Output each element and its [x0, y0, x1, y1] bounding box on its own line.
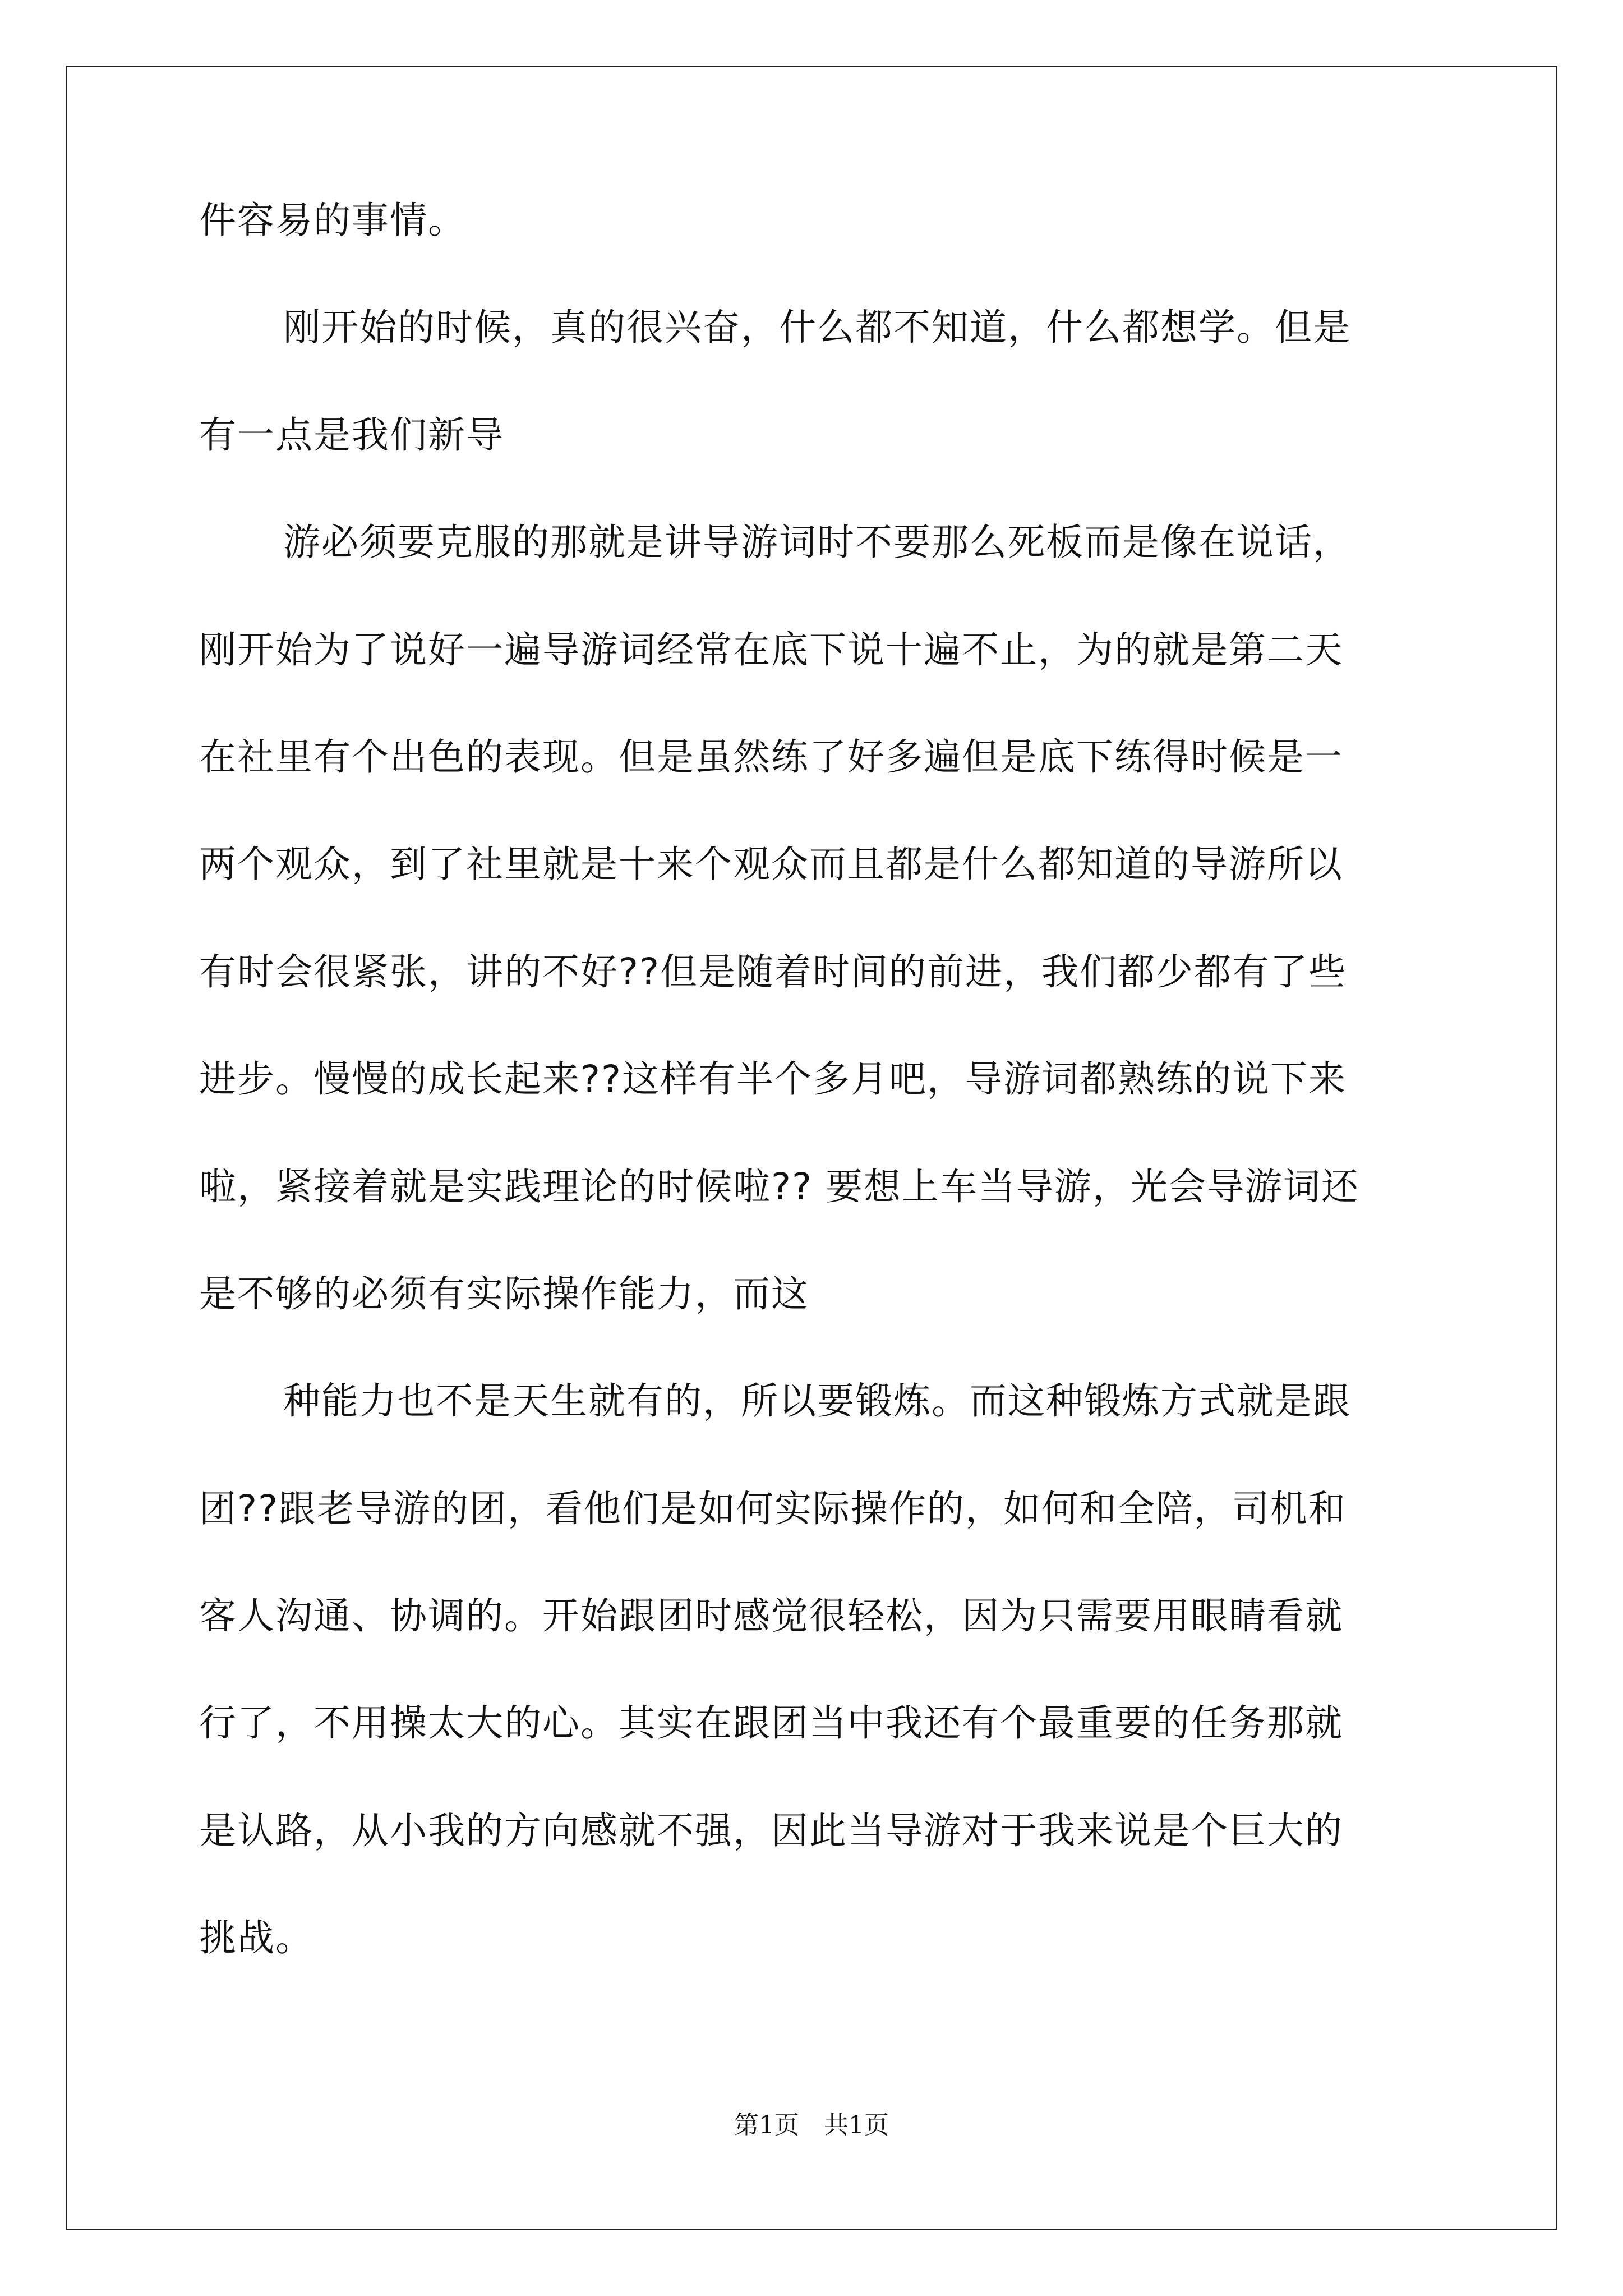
text-line: 刚开始的时候，真的很兴奋，什么都不知道，什么都想学。但是	[283, 306, 1351, 349]
text-line: 刚开始为了说好一遍导游词经常在底下说十遍不止，为的就是第二天	[199, 628, 1343, 671]
text-line: 有时会很紧张，讲的不好??但是随着时间的前进，我们都少都有了些	[199, 950, 1347, 993]
text-line: 行了，不用操太大的心。其实在跟团当中我还有个最重要的任务那就	[199, 1701, 1343, 1745]
text-line: 件容易的事情。	[199, 199, 466, 242]
text-line: 啦，紧接着就是实践理论的时候啦?? 要想上车当导游，光会导游词还	[199, 1165, 1360, 1208]
text-line: 挑战。	[199, 1916, 313, 1960]
text-line: 有一点是我们新导	[199, 413, 504, 457]
text-line: 是不够的必须有实际操作能力，而这	[199, 1272, 809, 1315]
text-line: 团??跟老导游的团，看他们是如何实际操作的，如何和全陪，司机和	[199, 1487, 1347, 1530]
text-line: 是认路，从小我的方向感就不强，因此当导游对于我来说是个巨大的	[199, 1809, 1343, 1852]
text-line: 两个观众，到了社里就是十来个观众而且都是什么都知道的导游所以	[199, 843, 1343, 886]
text-line: 进步。慢慢的成长起来??这样有半个多月吧，导游词都熟练的说下来	[199, 1057, 1347, 1101]
text-line: 游必须要克服的那就是讲导游词时不要那么死板而是像在说话，	[283, 521, 1351, 564]
body-text	[199, 199, 1433, 2027]
text-line: 客人沟通、协调的。开始跟团时感觉很轻松，因为只需要用眼睛看就	[199, 1594, 1343, 1638]
text-line: 种能力也不是天生就有的，所以要锻炼。而这种锻炼方式就是跟	[283, 1379, 1351, 1423]
page-footer: 第1页 共1页	[734, 2111, 889, 2139]
text-line: 在社里有个出色的表现。但是虽然练了好多遍但是底下练得时候是一	[199, 735, 1343, 779]
